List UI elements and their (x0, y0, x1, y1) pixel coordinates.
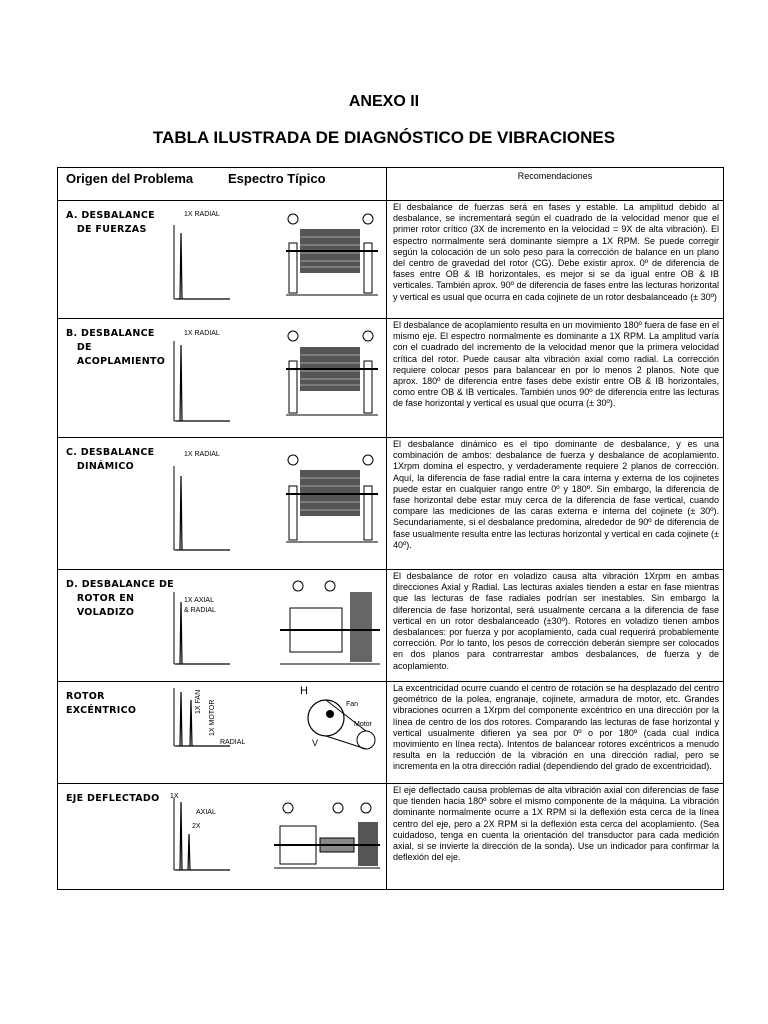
table-row (58, 682, 724, 784)
bent-shaft-illustration (170, 786, 382, 886)
force-unbalance-illustration (170, 203, 382, 315)
problem-title: EJE DEFLECTADO (66, 793, 160, 804)
spectrum-label: V (312, 738, 319, 748)
spectrum-column-header: Espectro Típico (228, 171, 326, 186)
problem-cell (58, 201, 387, 319)
recommendation-text: El desbalance de fuerzas será en fases y estable. La amplitud debido al desbalance, se incrementará según el cuadrado de la velocidad menor que el primer rotor crítico (3X de incremento en la velocidad = 9X de alta vibración). El espectro normalmente será dominante siempre a 1X RPM. Se puede corregir según la colocación de un solo peso para la corrección de balance en un plano del centro de gravedad del rotor (CG). Debe existir aprox. 0º de diferencia de fases entre OB & IB horizontales, es mejor si se da igual entre OB & IB verticales. También aprox. 90º de diferencia de fases entre las lecturas horizontal y vertical es usual que ocurra en cada cojinete de un rotor desbalanceado (± 30º) (387, 201, 724, 319)
recommendation-text: El eje deflectado causa problemas de alta vibración axial con diferencias de fase que tienden hacia 180º sobre el mismo componente de la máquina. La vibración dominante normalmente ocurre a 1X RPM si la deflexión esta cerca de la línea centro del eje, pero a 2X RPM si la deflexión esta cerca del acoplamiento. (Sea cuidadoso, tenga en cuenta la orientación del transductor para cada medición axial, si se invierte la dirección de la sonda). Use un indicador para confirmar la deflexión del eje. (387, 784, 724, 890)
spectrum-label: 1X RADIAL (184, 211, 220, 218)
spectrum-label: AXIAL (196, 809, 216, 816)
problem-title: B. DESBALANCE DE ACOPLAMIENTO (66, 328, 166, 367)
eccentric-rotor-illustration (170, 684, 382, 782)
table-row (58, 201, 724, 319)
problem-cell (58, 319, 387, 438)
problem-title: A. DESBALANCE DE FUERZAS (66, 210, 155, 235)
problem-title: D. DESBALANCE DE ROTOR EN VOLADIZO (66, 579, 174, 618)
table-header-left (58, 168, 387, 201)
problem-cell (58, 438, 387, 570)
spectrum-label: 2X (192, 823, 201, 830)
spectrum-label: 1X RADIAL (184, 330, 220, 337)
recommendations-column-header: Recomendaciones (387, 168, 724, 201)
spectrum-label: 1X MOTOR (209, 699, 216, 736)
spectrum-label: RADIAL (220, 739, 246, 746)
problem-title: C. DESBALANCE DINÁMICO (66, 447, 155, 472)
problem-title: ROTOR EXCÉNTRICO (66, 691, 137, 716)
recommendation-text: La excentricidad ocurre cuando el centro de rotación se ha desplazado del centro geométrico de la polea, engranaje, cojinete, armadura de motor, etc. Grandes vibraciones ocurren a 1Xrpm del componente excéntrico en una dirección por la línea de centro de los dos rotores. Comparando las lecturas de fase horizontal y vertical usualmente difieren ya sea por 0º o por 180º (cada cual indica movimiento en línea recta). Intentos de balancear rotores excéntricos a menudo resulta en la reducción de la vibración en una dirección radial, pero se incrementa en la otra dirección radial (dependiendo del grado de excentricidad). (387, 682, 724, 784)
recommendation-text: El desbalance de acoplamiento resulta en un movimiento 180º fuera de fase en el mismo eje. El espectro normalmente es dominante a 1X RPM. La amplitud varía con el cuadrado del incremento de la velocidad menor que la primera velocidad crítica del rotor. Puede causar alta vibración axial como radial. La corrección requiere colocar pesos para balancear en por lo menos 2 planos. Note que aprox. 180º de diferencia entre fases debe existir entre OB & IB horizontales, como entre OB & IB verticales. También unos 90º de diferencia entre las lecturas de fase horizontal y vertical es usual que ocurra (± 30º). (387, 319, 724, 438)
problem-cell (58, 570, 387, 682)
table-row (58, 570, 724, 682)
problem-cell (58, 784, 387, 890)
table-row (58, 438, 724, 570)
overhung-rotor-illustration (170, 572, 382, 678)
recommendation-text: El desbalance dinámico es el tipo dominante de desbalance, y es una combinación de ambos: desbalance de fuerza y desbalance de acoplamiento. 1Xrpm domina el espectro, y verdaderamente requiere 2 planos de corrección. Aquí, la diferencia de fase radial entre la cara interna y externa de los cojinetes puede estar en cualquier rango entre 0º y 180º. Sin embargo, la diferencia de fase horizontal debe estar muy cerca de la diferencia de fase vertical, cuando compare las mediciones de las caras externa e interna del cojinete (± 30º). Secundariamente, si el desbalance predomina, alrededor de 90º de diferencia de fase usualmente resulta entre las lecturas horizontal y vertical en cada cojinete (± 40º). (387, 438, 724, 570)
problem-cell (58, 682, 387, 784)
spectrum-label: Fan (346, 701, 359, 708)
spectrum-label: & RADIAL (184, 607, 216, 614)
document-title: TABLA ILUSTRADA DE DIAGNÓSTICO DE VIBRACIONES (152, 128, 616, 147)
table-row (58, 784, 724, 890)
spectrum-label: Motor (354, 721, 372, 728)
annex-heading: ANEXO II (348, 93, 420, 110)
spectrum-label: 1X (170, 793, 179, 800)
table-row (58, 319, 724, 438)
table-header-row (58, 168, 724, 201)
diagnostic-table (57, 167, 724, 890)
spectrum-label: 1X AXIAL (184, 597, 214, 604)
spectrum-label: 1X RADIAL (184, 451, 220, 458)
spectrum-label: 1X FAN (195, 689, 202, 714)
origin-column-header: Origen del Problema (66, 171, 194, 186)
spectrum-label: H (300, 685, 308, 697)
dynamic-unbalance-illustration (170, 440, 382, 566)
recommendation-text: El desbalance de rotor en voladizo causa alta vibración 1Xrpm en ambas direcciones Axial y Radial. Las lecturas axiales tienden a estar en fase mientras que las lecturas de fase radiales podrían ser inestables. Sin embargo la diferencia de fase horizontal, será usualmente cercana a la diferencia de fase vertical en un rotor desbalanceado (±30º). Rotores en voladizo tienen ambos desbalances: por fuerza y por acoplamiento, cada cual requerirá probablemente corrección. Por lo tanto, los pesos de corrección deberán siempre ser colocados en dos planos para contrarrestar ambos desbalances, de fuerza y de acoplamiento. (387, 570, 724, 682)
coupling-unbalance-illustration (170, 321, 382, 435)
